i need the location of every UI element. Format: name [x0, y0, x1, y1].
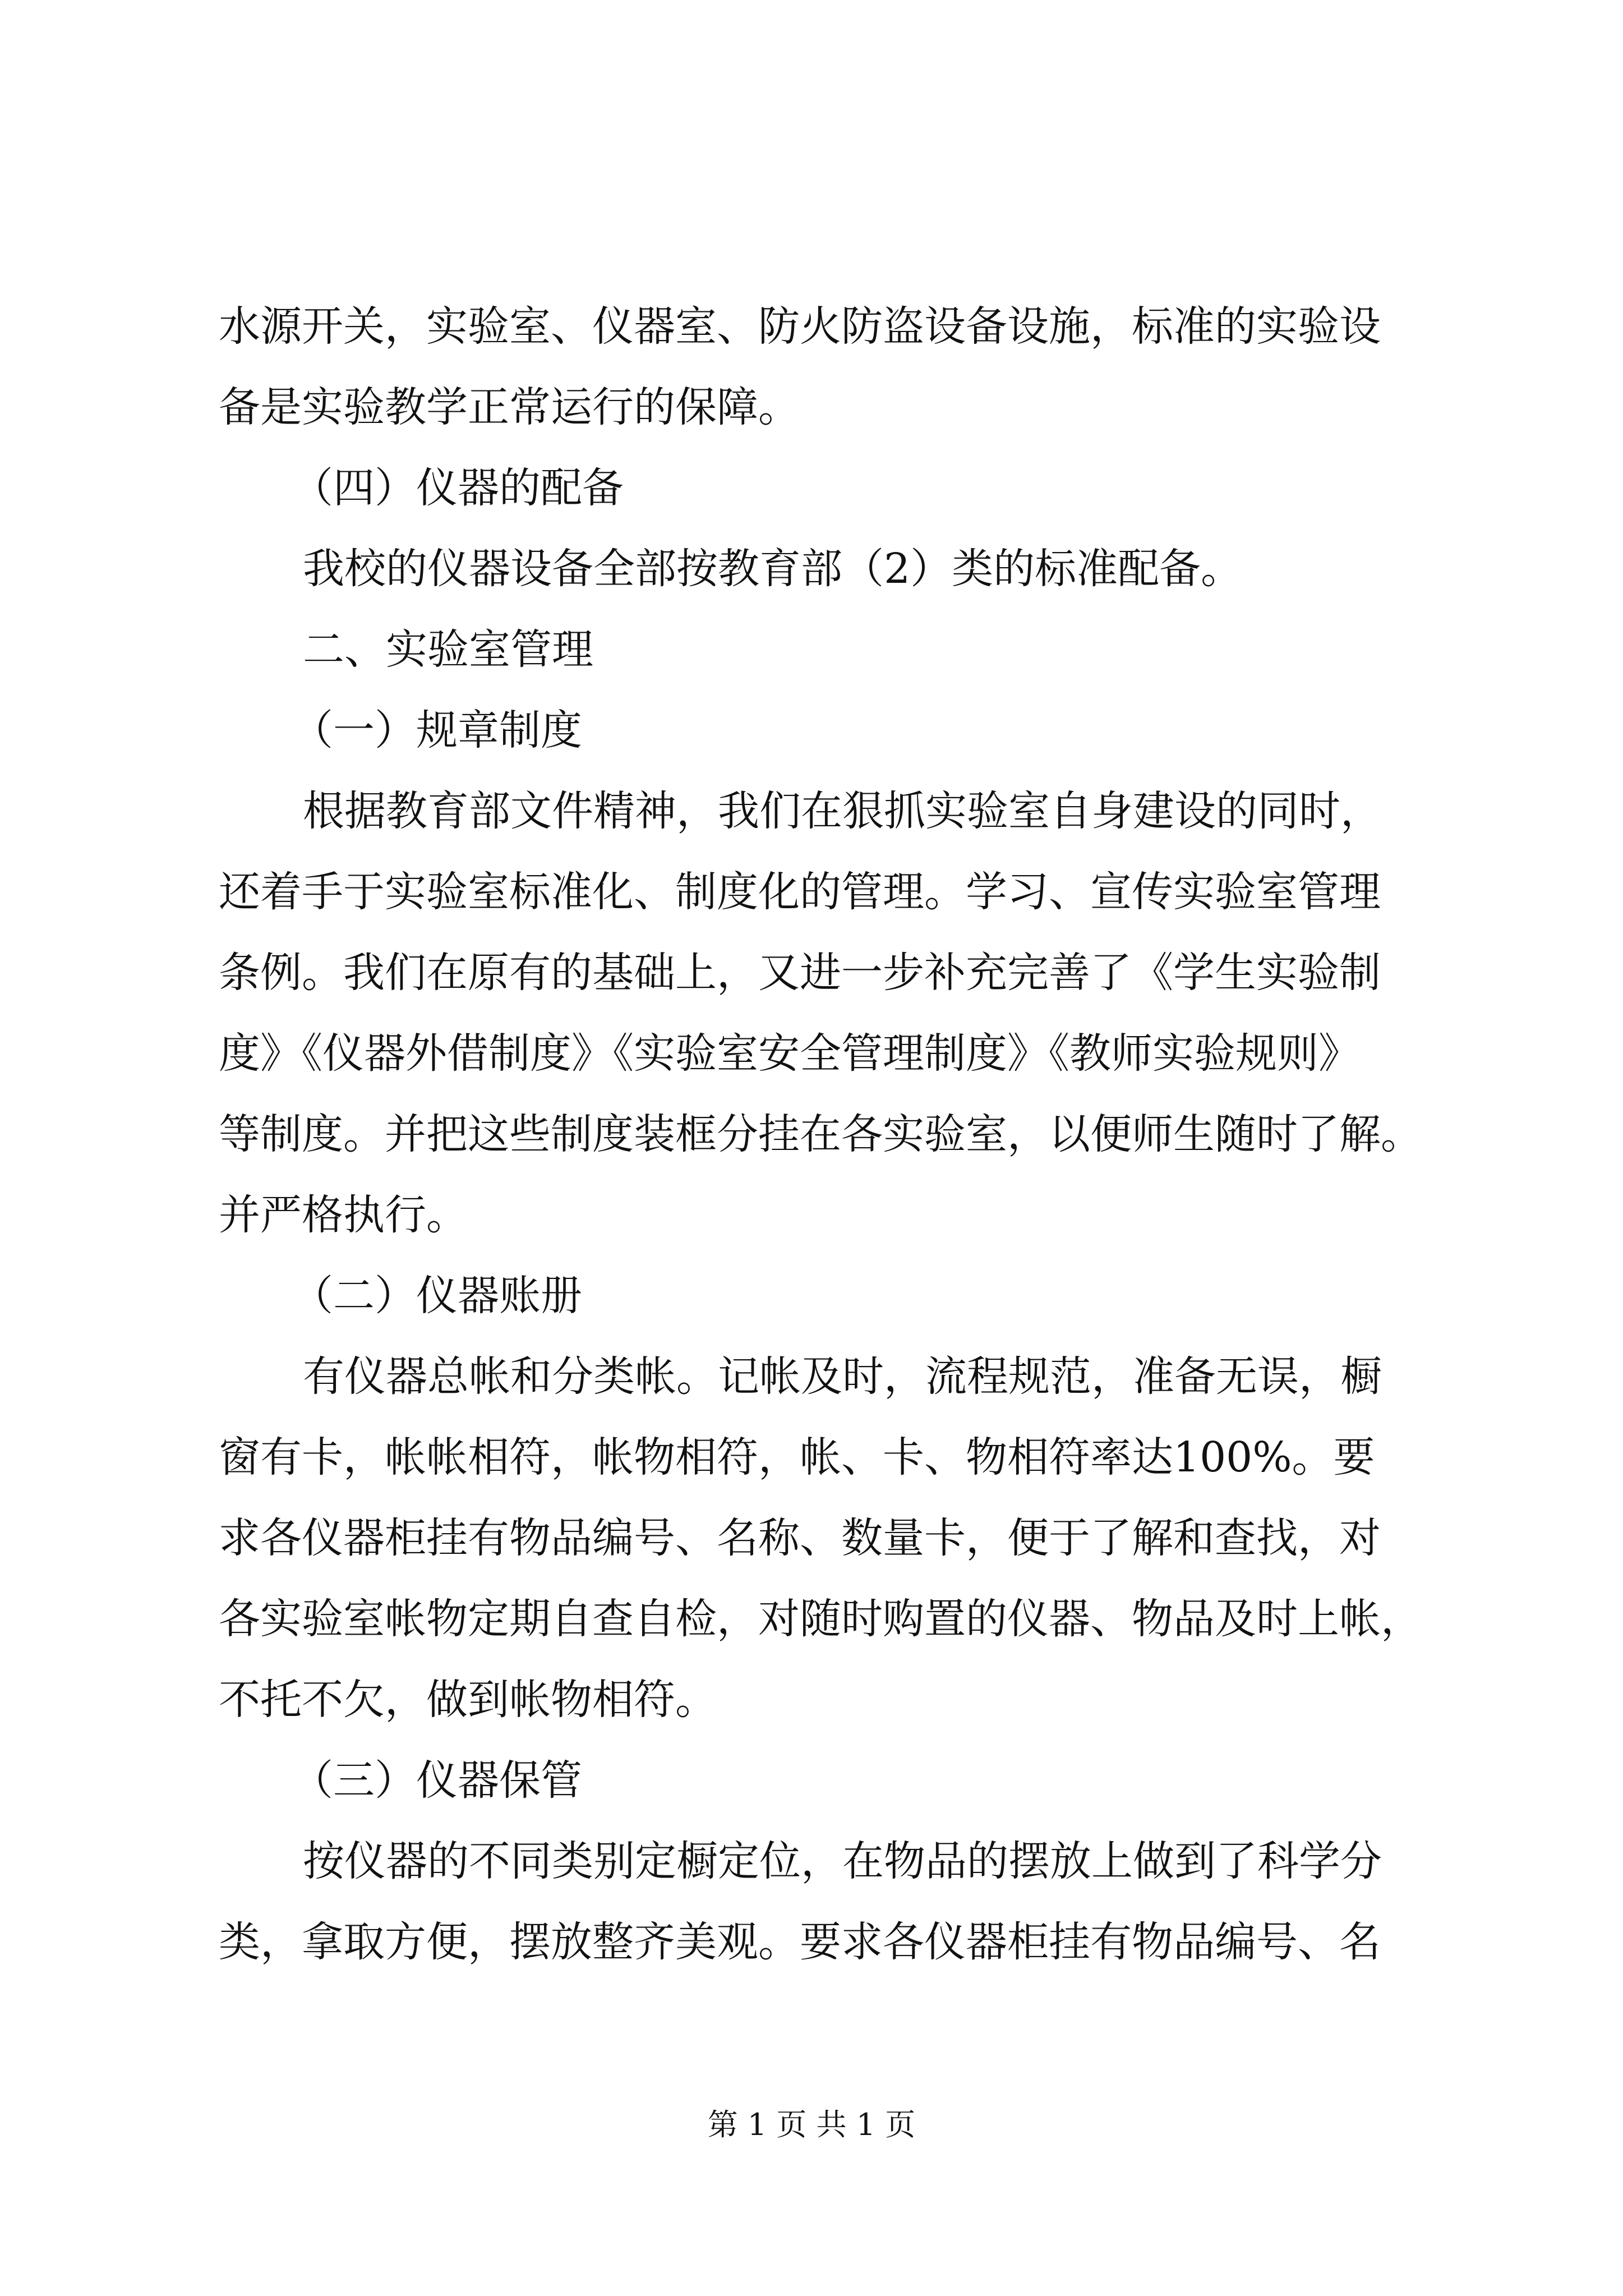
text-line: 并严格执行。 [219, 1191, 468, 1239]
section-heading: （三）仪器保管 [292, 1756, 582, 1805]
text-line: 不托不欠，做到帐物相符。 [219, 1676, 717, 1724]
text-line: 条例。我们在原有的基础上，又进一步补充完善了《学生实验制 [219, 949, 1381, 997]
section-heading: 二、实验室管理 [303, 625, 593, 674]
section-heading: （一）规章制度 [292, 706, 582, 754]
text-line: 窗有卡，帐帐相符，帐物相符，帐、卡、物相符率达100%。要 [219, 1433, 1375, 1481]
paragraph-start: 我校的仪器设备全部按教育部（2）类的标准配备。 [303, 545, 1243, 593]
section-heading: （四）仪器的配备 [292, 464, 624, 512]
text-line: 各实验室帐物定期自查自检，对随时购置的仪器、物品及时上帐， [219, 1595, 1422, 1643]
document-body [219, 286, 1424, 1982]
text-line: 等制度。并把这些制度装框分挂在各实验室，以便师生随时了解。 [219, 1110, 1422, 1158]
paragraph-start: 有仪器总帐和分类帐。记帐及时，流程规范，准备无误，橱 [303, 1352, 1382, 1401]
paragraph-start: 按仪器的不同类别定橱定位，在物品的摆放上做到了科学分 [303, 1837, 1382, 1885]
text-line: 求各仪器柜挂有物品编号、名称、数量卡，便于了解和查找，对 [219, 1514, 1381, 1562]
text-line: 水源开关，实验室、仪器室、防火防盗设备设施，标准的实验设 [219, 302, 1381, 351]
page-number-footer: 第 1 页 共 1 页 [707, 2107, 916, 2142]
section-heading: （二）仪器账册 [292, 1272, 582, 1320]
paragraph-start: 根据教育部文件精神，我们在狠抓实验室自身建设的同时， [303, 787, 1382, 835]
text-line: 类，拿取方便，摆放整齐美观。要求各仪器柜挂有物品编号、名 [219, 1918, 1381, 1966]
text-line: 度》《仪器外借制度》《实验室安全管理制度》《教师实验规则》 [219, 1029, 1360, 1078]
text-line: 还着手于实验室标准化、制度化的管理。学习、宣传实验室管理 [219, 868, 1381, 916]
text-line: 备是实验教学正常运行的保障。 [219, 383, 800, 431]
